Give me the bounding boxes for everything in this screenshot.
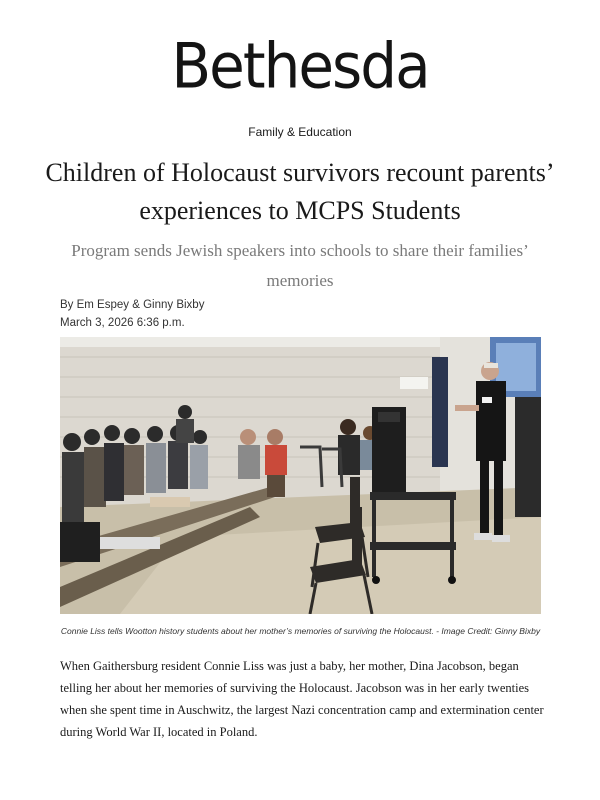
photo-caption: Connie Liss tells Wootton history students about her mother’s memories of surviving the Holocaust. - Image Credit: Ginny Bixby <box>60 626 541 636</box>
article-body-paragraph: When Gaithersburg resident Connie Liss was just a baby, her mother, Dina Jacobson, began telling her about her memories of surviving the Holocaust. Jacobson was in her early twenties when she spent time in Auschwitz, the largest Nazi concentration camp and extermination center during World War II, located in Poland. <box>60 659 544 739</box>
publish-date: March 3, 2026 6:36 p.m. <box>60 317 185 329</box>
byline-authors: By Em Espey & Ginny Bixby <box>60 299 205 311</box>
section-label[interactable]: Family & Education <box>248 125 352 139</box>
article-subheadline: Program sends Jewish speakers into schools to share their families’ memories <box>71 241 529 290</box>
byline-block <box>60 296 204 332</box>
article-photo <box>60 337 541 614</box>
masthead-logo[interactable]: Bethesda <box>171 29 429 103</box>
article-headline: Children of Holocaust survivors recount parents’ experiences to MCPS Students <box>45 158 555 225</box>
